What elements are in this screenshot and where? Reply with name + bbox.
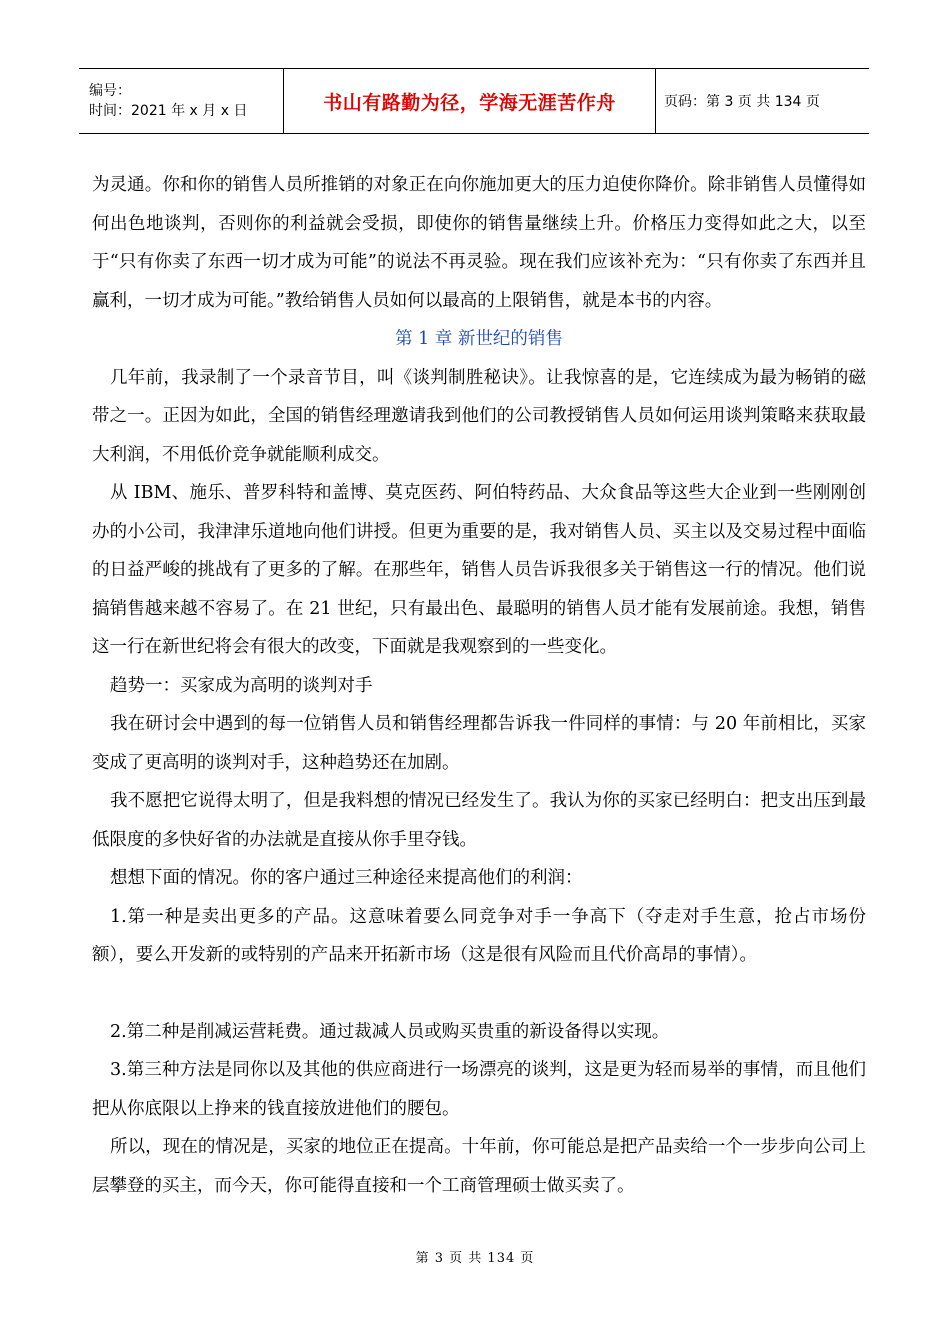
paragraph: 我不愿把它说得太明了，但是我料想的情况已经发生了。我认为你的买家已经明白：把支出压到最低限度的多快好省的办法就是直接从你手里夺钱。 <box>92 791 866 850</box>
section-heading: 趋势一：买家成为高明的谈判对手 <box>110 675 373 696</box>
doc-time-label: 时间：2021 年 x 月 x 日 <box>89 103 248 119</box>
paragraph: 所以，现在的情况是，买家的地位正在提高。十年前，你可能总是把产品卖给一个一步步向公司上层攀登的买主，而今天，你可能得直接和一个工商管理硕士做买卖了。 <box>92 1137 866 1196</box>
doc-code-label: 编号： <box>89 83 131 99</box>
header-meta <box>79 69 283 133</box>
list-item: 2.第二种是削减运营耗费。通过裁减人员或购买贵重的新设备得以实现。 <box>110 1021 670 1042</box>
chapter-title: 第 1 章 新世纪的销售 <box>395 329 563 349</box>
paragraph: 为灵通。你和你的销售人员所推销的对象正在向你施加更大的压力迫使你降价。除非销售人员懂得如何出色地谈判，否则你的利益就会受损，即使你的销售量继续上升。价格压力变得如此之大，以至于“只有你卖了东西一切才成为可能”的说法不再灵验。现在我们应该补充为：“只有你卖了东西并且赢利，一切才成为可能。”教给销售人员如何以最高的上限销售，就是本书的内容。 <box>92 175 866 311</box>
paragraph: 我在研讨会中遇到的每一位销售人员和销售经理都告诉我一件同样的事情：与 20 年前相比，买家变成了更高明的谈判对手，这种趋势还在加剧。 <box>92 714 866 773</box>
paragraph: 从 IBM、施乐、普罗科特和盖博、莫克医药、阿伯特药品、大众食品等这些大企业到一些刚刚创办的小公司，我津津乐道地向他们讲授。但更为重要的是，我对销售人员、买主以及交易过程中面临的日益严峻的挑战有了更多的了解。在那些年，销售人员告诉我很多关于销售这一行的情况。他们说搞销售越来越不容易了。在 21 世纪，只有最出色、最聪明的销售人员才能有发展前途。我想，销售这一行在新世纪将会有很大的改变，下面就是我观察到的一些变化。 <box>92 483 866 657</box>
list-item: 1.第一种是卖出更多的产品。这意味着要么同竞争对手一争高下（夺走对手生意，抢占市场份额），要么开发新的或特别的产品来开拓新市场（这是很有风险而且代价高昂的事情）。 <box>92 906 866 965</box>
paragraph: 想想下面的情况。你的客户通过三种途径来提高他们的利润： <box>110 868 583 888</box>
page-header <box>79 68 869 134</box>
header-motto: 书山有路勤为径，学海无涯苦作舟 <box>283 69 656 133</box>
document-body <box>92 166 866 1205</box>
list-item: 3.第三种方法是同你以及其他的供应商进行一场漂亮的谈判，这是更为轻而易举的事情，而且他们把从你底限以上挣来的钱直接放进他们的腰包。 <box>92 1060 866 1119</box>
paragraph: 几年前，我录制了一个录音节目，叫《谈判制胜秘诀》。让我惊喜的是，它连续成为最为畅销的磁带之一。正因为如此，全国的销售经理邀请我到他们的公司教授销售人员如何运用谈判策略来获取最大利润，不用低价竞争就能顺利成交。 <box>92 367 866 465</box>
header-page-number: 页码：第 3 页 共 134 页 <box>664 94 820 110</box>
page-footer: 第 3 页 共 134 页 <box>415 1251 535 1266</box>
